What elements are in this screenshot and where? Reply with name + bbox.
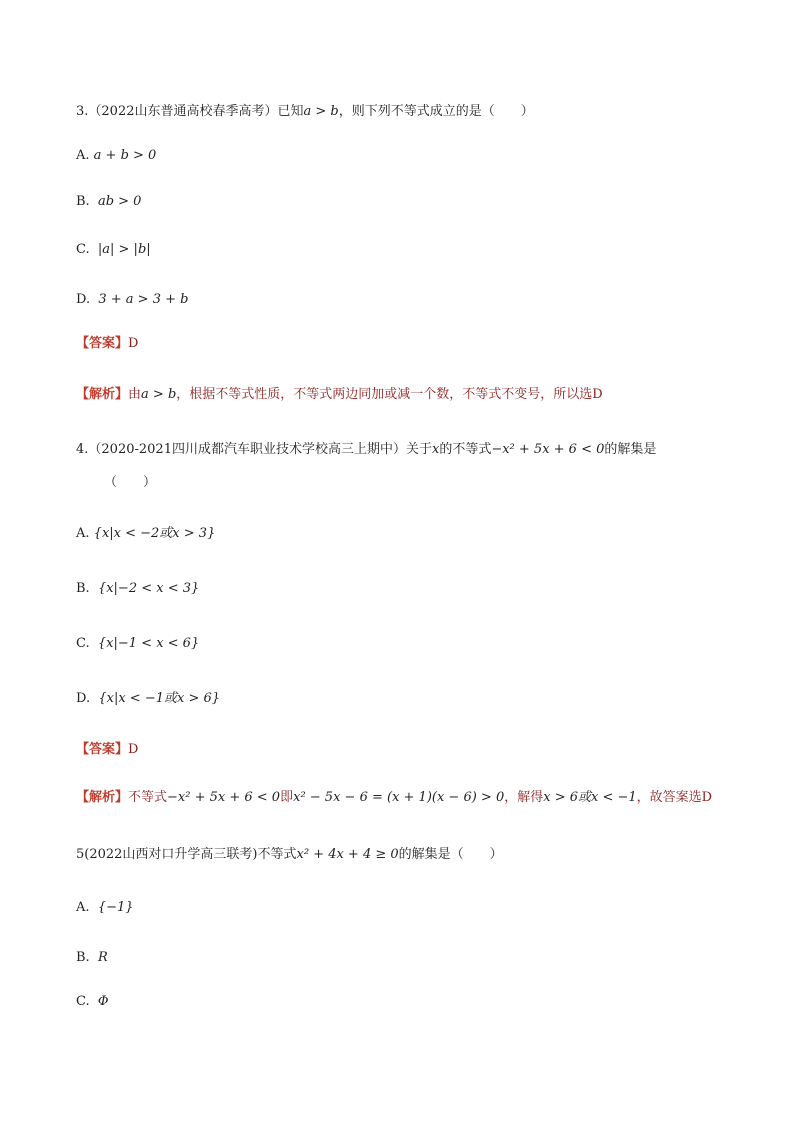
analysis-label: 【解析】	[76, 790, 129, 805]
q3-option-d: D. 3 + a > 3 + b	[76, 292, 189, 307]
q3-option-c: C. |a| > |b|	[76, 242, 151, 257]
q4-option-d: D. {x|x < −1或x > 6}	[76, 691, 221, 706]
q3-option-b: B. ab > 0	[76, 194, 142, 209]
answer-value: D	[128, 336, 139, 351]
q3-stem-suffix: ，则下列不等式成立的是（ ）	[338, 104, 534, 119]
q5-option-c: C. Φ	[76, 994, 109, 1009]
q4-option-c: C. {x|−1 < x < 6}	[76, 636, 200, 651]
answer-label: 【答案】	[76, 742, 129, 757]
q5-option-a: A. {−1}	[76, 900, 134, 915]
q5-option-b: B. R	[76, 950, 108, 965]
q3-answer	[76, 334, 138, 354]
q4-stem-paren: （ ）	[104, 475, 157, 490]
q3-stem-math: a > b	[303, 104, 339, 119]
q3-stem-prefix: 3.（2022山东普通高校春季高考）已知	[76, 104, 304, 119]
q4-analysis: 【解析】不等式−x² + 5x + 6 < 0即x² − 5x − 6 = (x + 1)(x − 6) > 0，解得x > 6或x < −1，故答案选D	[76, 790, 713, 805]
q4-answer	[76, 740, 138, 760]
q4-option-b: B. {x|−2 < x < 3}	[76, 581, 200, 596]
q4-option-a: A. {x|x < −2或x > 3}	[76, 526, 216, 541]
q3-analysis: 【解析】由a > b，根据不等式性质，不等式两边同加或减一个数，不等式不变号，所以选D	[76, 387, 603, 402]
q5-stem: 5(2022山西对口升学高三联考)不等式x² + 4x + 4 ≥ 0的解集是（ ）	[76, 847, 503, 862]
q4-stem: 4.（2020-2021四川成都汽车职业技术学校高三上期中）关于x的不等式−x² + 5x + 6 < 0的解集是	[76, 442, 657, 457]
answer-value: D	[128, 742, 139, 757]
analysis-label: 【解析】	[76, 387, 129, 402]
answer-label: 【答案】	[76, 336, 129, 351]
q3-option-a: A. a + b > 0	[76, 148, 157, 163]
q3-stem	[76, 102, 534, 122]
